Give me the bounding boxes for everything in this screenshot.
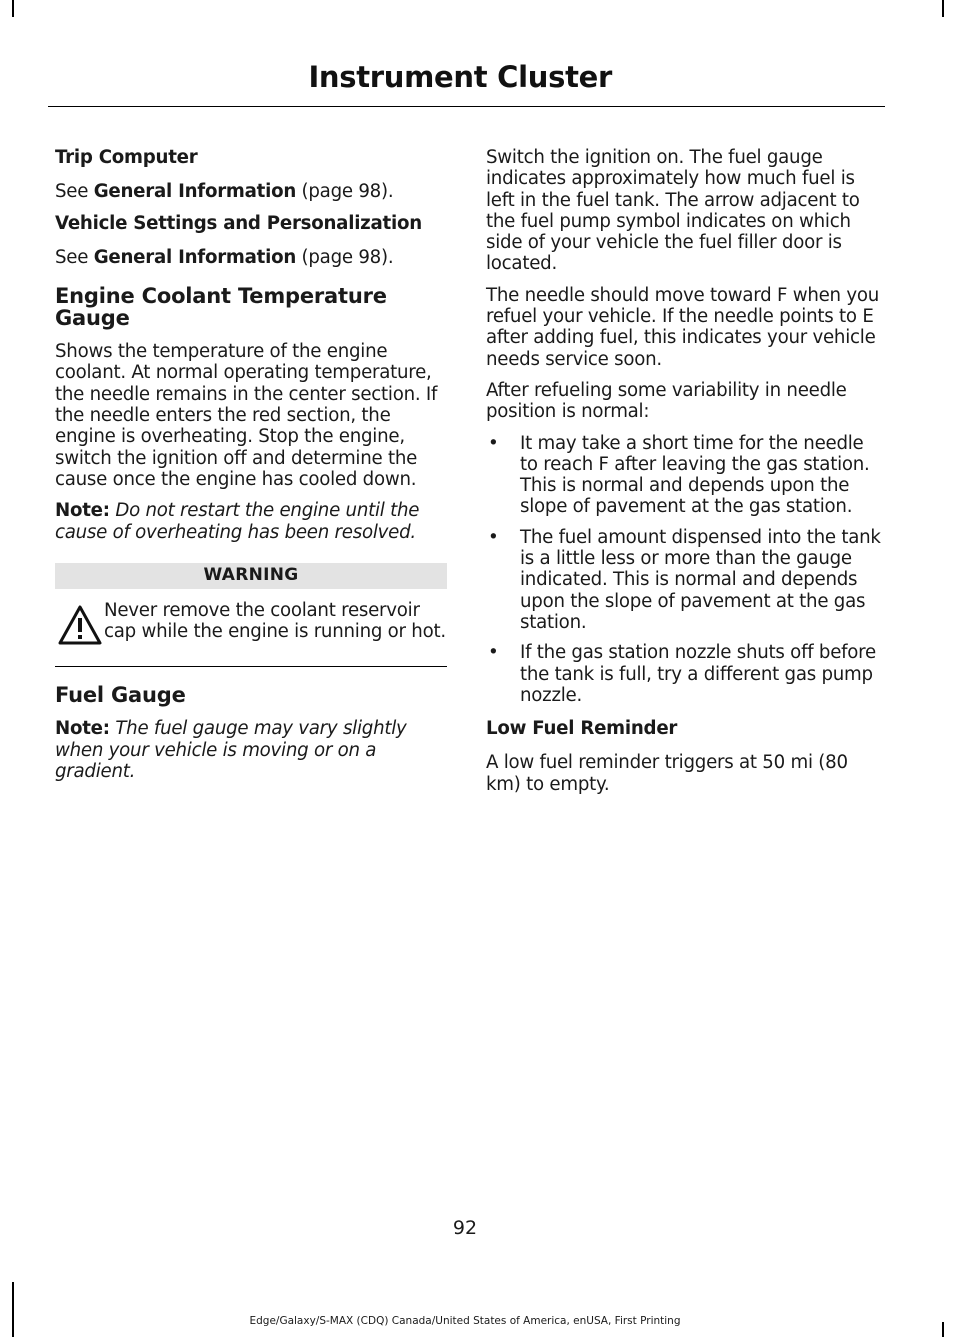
- coolant-gauge-text: Shows the temperature of the engine coolant. At normal operating temperature, the needle remains in the center section. If the needle enters the red section, the engine is overheating. Stop the engine, switch the ignition off and determine the cause once the engine has cooled down.: [55, 341, 438, 490]
- warning-triangle-icon: [56, 603, 104, 647]
- warning-label: WARNING: [55, 563, 447, 589]
- fuel-gauge-intro: Switch the ignition on. The fuel gauge indicates approximately how much fuel is left in the fuel tank. The arrow adjacent to the fuel pump symbol indicates on which side of your vehicle the fuel filler door is located.: [486, 147, 860, 275]
- vehicle-settings-heading: Vehicle Settings and Personalization: [55, 212, 422, 234]
- crop-mark-bottom-right: [942, 1322, 944, 1337]
- list-item: • If the gas station nozzle shuts off before the tank is full, try a different gas pump nozzle.: [488, 642, 876, 706]
- refuel-needle-text: The needle should move toward F when you refuel your vehicle. If the needle points to E after adding fuel, this indicates your vehicle needs service soon.: [486, 284, 880, 370]
- page-number: 92: [452, 1217, 478, 1239]
- general-information-link-2[interactable]: General Information: [93, 246, 297, 268]
- warning-box: [55, 600, 447, 647]
- list-item: • The fuel amount dispensed into the tank is a little less or more than the gauge indicated. This is normal and depends upon the slope of pavement at the gas station.: [488, 526, 881, 633]
- fuel-gauge-heading: Fuel Gauge: [55, 682, 186, 707]
- right-column: [486, 147, 884, 805]
- see-general-info-1: See General Information (page 98).: [55, 181, 394, 203]
- overheating-note: Note: Do not restart the engine until the cause of overheating has been resolved.: [55, 500, 420, 543]
- general-information-link-1[interactable]: General Information: [93, 181, 297, 203]
- trip-computer-heading: Trip Computer: [55, 147, 198, 168]
- footer-text: Edge/Galaxy/S-MAX (CDQ) Canada/United States of America, enUSA, First Printing: [249, 1315, 681, 1327]
- low-fuel-text: A low fuel reminder triggers at 50 mi (80 km) to empty.: [486, 752, 848, 795]
- low-fuel-heading: Low Fuel Reminder: [486, 718, 678, 740]
- warning-text: Never remove the coolant reservoir cap while the engine is running or hot.: [104, 599, 446, 643]
- variability-text: After refueling some variability in needle position is normal:: [486, 379, 847, 423]
- crop-mark-top-right: [942, 0, 944, 17]
- crop-mark-top-left: [12, 0, 14, 17]
- header-rule: [48, 106, 885, 107]
- left-column: [55, 147, 447, 792]
- coolant-gauge-heading: Engine Coolant Temperature Gauge: [55, 284, 387, 330]
- warning-rule: [55, 666, 447, 667]
- variability-list: [486, 433, 884, 707]
- page-title: Instrument Cluster: [308, 60, 612, 94]
- fuel-gauge-note: Note: The fuel gauge may vary slightly when your vehicle is moving or on a gradient.: [55, 718, 407, 782]
- see-general-info-2: See General Information (page 98).: [55, 246, 394, 268]
- list-item: • It may take a short time for the needle to reach F after leaving the gas station. This is normal and depends upon the slope of pavement at the gas station.: [488, 432, 870, 518]
- crop-mark-bottom-left: [12, 1282, 14, 1337]
